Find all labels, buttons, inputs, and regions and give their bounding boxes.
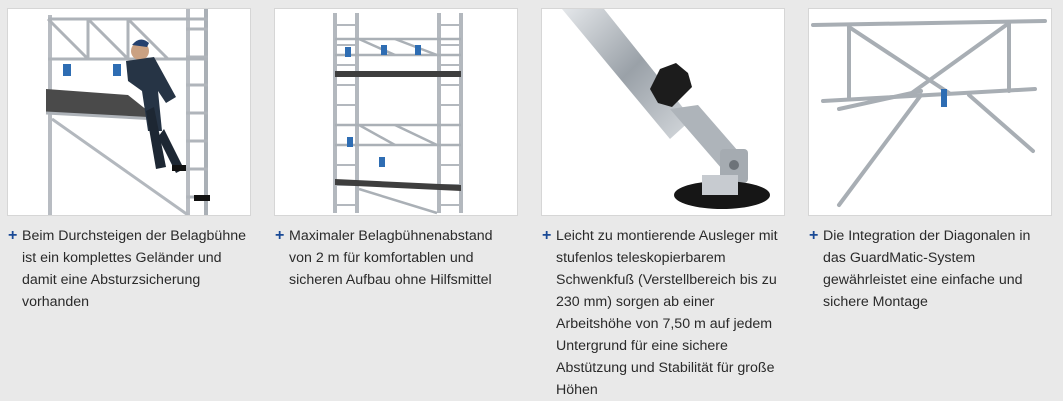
feature-card-4 — [808, 8, 1052, 313]
feature-caption-3 — [541, 225, 785, 401]
scaffold-tower-illustration — [275, 9, 517, 215]
feature-caption-4 — [808, 225, 1052, 313]
feature-card-3 — [541, 8, 785, 401]
scaffold-climb-illustration — [8, 9, 250, 215]
feature-caption-2 — [274, 225, 518, 291]
plus-icon: + — [809, 227, 819, 244]
plus-icon: + — [275, 227, 285, 244]
feature-image-foot — [541, 8, 785, 216]
feature-text: Leicht zu montierende Ausleger mit stufenlos teleskopierbarem Schwenkfuß (Verstellbereich bis zu 230 mm) sorgen ab einer Arbeitshöhe von 7,50 m auf jedem Untergrund für eine sichere Abstützung und Stabilität für große Höhen — [556, 228, 778, 398]
feature-image-guardmatic — [808, 8, 1052, 216]
plus-icon: + — [542, 227, 552, 244]
feature-card-2 — [274, 8, 518, 291]
feature-image-climbing — [7, 8, 251, 216]
feature-image-scaffold — [274, 8, 518, 216]
swivel-foot-illustration — [542, 9, 784, 215]
plus-icon: + — [8, 227, 18, 244]
feature-caption-1 — [7, 225, 251, 313]
guardmatic-frame-illustration — [809, 9, 1051, 215]
feature-text: Die Integration der Diagonalen in das GuardMatic-System gewährleistet eine einfache und sichere Montage — [823, 228, 1031, 310]
feature-text: Maximaler Belagbühnenabstand von 2 m für komfortablen und sicheren Aufbau ohne Hilfsmittel — [289, 228, 493, 288]
feature-card-1 — [7, 8, 251, 313]
feature-text: Beim Durchsteigen der Belagbühne ist ein komplettes Geländer und damit eine Absturzsicherung vorhanden — [22, 228, 246, 310]
